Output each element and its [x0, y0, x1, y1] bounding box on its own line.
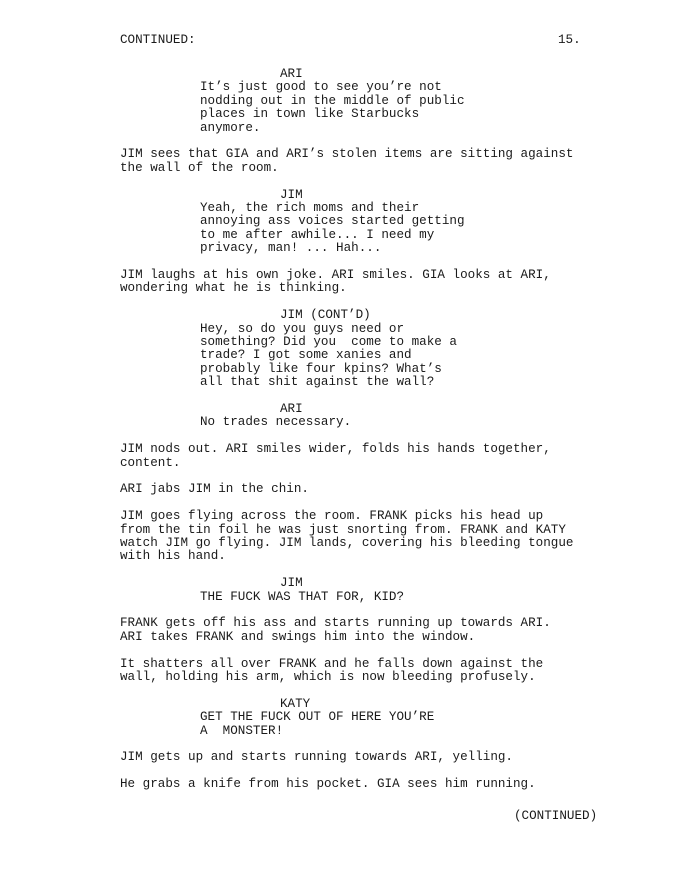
action-line: watch JIM go flying. JIM lands, covering his bleeding tongue	[120, 536, 574, 550]
action-line: JIM nods out. ARI smiles wider, folds his hands together,	[120, 442, 551, 457]
character-cue: ARI	[280, 67, 303, 81]
action-line: It shatters all over FRANK and he falls down against the	[120, 656, 544, 671]
dialogue-line: anymore.	[200, 120, 261, 135]
dialogue-line: Yeah, the rich moms and their	[200, 201, 420, 215]
dialogue-line: It’s just good to see you’re not	[200, 80, 442, 95]
dialogue-line: privacy, man! ... Hah...	[200, 241, 382, 256]
dialogue-line: places in town like Starbucks	[200, 107, 420, 122]
action-line: wall, holding his arm, which is now bleeding profusely.	[120, 670, 536, 684]
character-cue: JIM	[280, 187, 303, 202]
action-line: wondering what he is thinking.	[120, 281, 347, 296]
action-line: the wall of the room.	[120, 160, 279, 175]
character-cue: JIM	[280, 576, 303, 591]
dialogue-line: something? Did you come to make a	[200, 335, 457, 349]
dialogue-line: to me after awhile... I need my	[200, 227, 435, 242]
action-line: JIM gets up and starts running towards ARI, yelling.	[120, 750, 513, 765]
dialogue-line: No trades necessary.	[200, 415, 352, 430]
dialogue-line: trade? I got some xanies and	[200, 348, 412, 363]
action-line: with his hand.	[120, 549, 226, 564]
action-line: from the tin foil he was just snorting from. FRANK and KATY	[120, 522, 566, 537]
character-cue: JIM (CONT’D)	[280, 308, 371, 323]
character-cue: ARI	[280, 402, 303, 416]
dialogue-line: Hey, so do you guys need or	[200, 321, 405, 336]
action-line: JIM laughs at his own joke. ARI smiles. GIA looks at ARI,	[120, 268, 551, 282]
dialogue-line: GET THE FUCK OUT OF HERE YOU’RE	[200, 710, 435, 725]
action-line: JIM sees that GIA and ARI’s stolen items are sitting against	[120, 147, 574, 162]
dialogue-line: THE FUCK WAS THAT FOR, KID?	[200, 589, 405, 604]
action-line: He grabs a knife from his pocket. GIA sees him running.	[120, 777, 536, 792]
action-line: FRANK gets off his ass and starts running up towards ARI.	[120, 616, 551, 631]
dialogue-line: A MONSTER!	[200, 723, 284, 738]
dialogue-line: all that shit against the wall?	[200, 375, 435, 390]
continued-header: CONTINUED:	[120, 33, 196, 47]
action-line: ARI takes FRANK and swings him into the window.	[120, 629, 476, 644]
page-number: 15.	[558, 33, 581, 47]
dialogue-line: nodding out in the middle of public	[200, 93, 465, 108]
dialogue-line: annoying ass voices started getting	[200, 214, 465, 229]
continued-footer: (CONTINUED)	[514, 809, 598, 823]
character-cue: KATY	[280, 696, 311, 711]
dialogue-line: probably like four kpins? What’s	[200, 361, 442, 376]
action-line: ARI jabs JIM in the chin.	[120, 482, 309, 497]
action-line: JIM goes flying across the room. FRANK picks his head up	[120, 509, 544, 524]
action-line: content.	[120, 455, 181, 470]
